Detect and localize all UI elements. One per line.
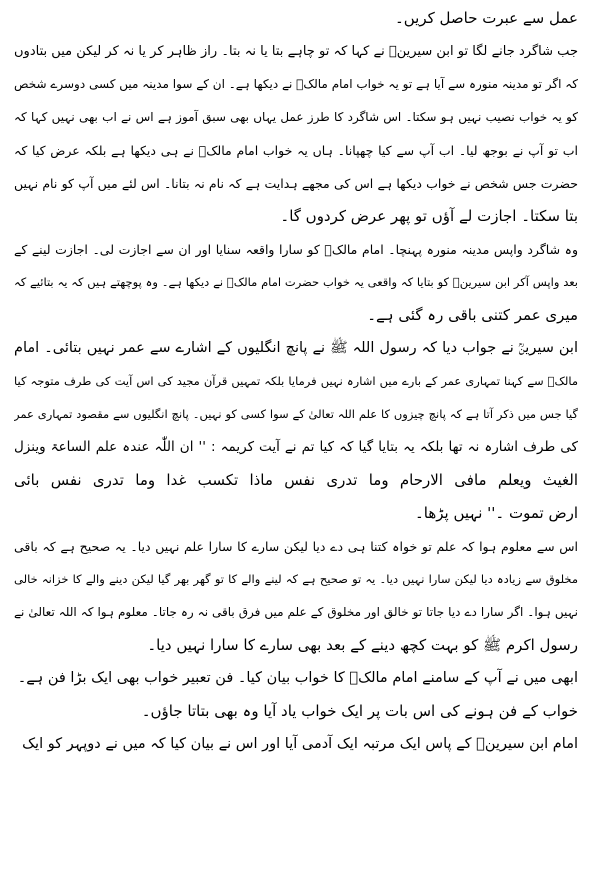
text-line: گیا جس میں ذکر آتا ہے کہ پانچ چیزوں کا علم اللہ تعالیٰ کے سوا کسی کو نہیں۔ پانچ انگلیوں سے مقصود تمہاری عمر <box>14 407 578 421</box>
paragraph-6 <box>14 662 578 695</box>
text-line: بعد واپس آکر ابن سیرینؒ کو بتایا کہ واقعی یہ خواب حضرت امام مالکؒ نے دیکھا ہے۔ وہ پوچھتے ہیں کہ یہ بتائیے کہ <box>14 275 578 289</box>
paragraph-7 <box>14 695 578 728</box>
text-line: حضرت جس شخص نے خواب دیکھا ہے اس کی مجھے ہدایت ہے کہ نام نہ بتانا۔ اس لئے میں آپ کو نام نہیں <box>14 176 578 191</box>
text-line: عمل سے عبرت حاصل کریں۔ <box>394 9 578 27</box>
paragraph-1 <box>14 2 578 35</box>
text-line: خواب کے فن ہونے کی اس بات پر ایک خواب یاد آیا وہ بھی بتاتا جاؤں۔ <box>141 702 578 720</box>
text-line: رسول اکرم ﷺ کو بہت کچھ دینے کے بعد بھی سارے کا سارا نہیں دیا۔ <box>147 636 578 654</box>
paragraph-4 <box>14 332 578 530</box>
text-line: ابھی میں نے آپ کے سامنے امام مالکؒ کا خواب بیان کیا۔ فن تعبیر خواب بھی ایک بڑا فن ہے۔ <box>17 670 578 686</box>
text-line: جب شاگرد جانے لگا تو ابن سیرینؒ نے کہا کہ تو چاہے بتا یا نہ بتا۔ راز ظاہر کر یا نہ کر لیکن میں بتادوں <box>14 44 578 59</box>
text-line: امام ابن سیرینؒ کے پاس ایک مرتبہ ایک آدمی آیا اور اس نے بیان کیا کہ میں نے دوپہر کو ایک <box>22 736 578 752</box>
text-line: اب تو آپ نے بوجھ لیا۔ اب آپ سے کیا چھپانا۔ ہاں یہ خواب امام مالکؒ نے ہی دیکھا ہے بلکہ عرض کیا کہ <box>14 143 578 158</box>
text-line: کو یہ خواب نصیب نہیں ہو سکتا۔ اس شاگرد کا طرز عمل یہاں بھی سبق آموز ہے اس نے اب بھی نہیں کہا کہ <box>14 110 578 124</box>
text-line: وہ شاگرد واپس مدینہ منورہ پہنچا۔ امام مالکؒ کو سارا واقعہ سنایا اور ان سے اجازت لی۔ اجازت لینے کے <box>14 242 578 257</box>
paragraph-8 <box>14 728 578 761</box>
paragraph-3 <box>14 233 578 332</box>
text-line: ابن سیرینؒ نے جواب دیا کہ رسول اللہ ﷺ نے پانچ انگلیوں کے اشارے سے عمر نہیں بتائی۔ امام <box>14 340 578 356</box>
text-line: کہ اگر تو مدینہ منورہ سے آیا ہے تو یہ خواب امام مالکؒ نے دیکھا ہے۔ ان کے سوا مدینہ میں کسی دوسرے شخص <box>14 77 578 91</box>
text-line: بتا سکتا۔ اجازت لے آؤں تو پھر عرض کردوں گا۔ <box>280 207 578 225</box>
text-line: اس سے معلوم ہوا کہ علم تو خواہ کتنا ہی دے دیا لیکن سارے کا سارا علم نہیں دیا۔ یہ صحیح ہے کہ باقی <box>14 539 578 554</box>
text-line: مالکؒ سے کہنا تمہاری عمر کے بارے میں اشارہ نہیں فرمایا بلکہ تمہیں قرآن مجید کی اس آیت کی طرف متوجہ کیا <box>14 374 578 388</box>
text-line: کی طرف اشارہ نہ تھا بلکہ یہ بتایا گیا کہ کیا تم نے آیت کریمہ : '' ان اللّٰہ عندہ علم الساعۃ وینزل <box>14 439 578 455</box>
text-line: ارض تموت ۔'' نہیں پڑھا۔ <box>414 504 578 522</box>
text-line: نہیں ہوا۔ اگر سارا دے دیا جاتا تو خالق اور مخلوق کے علم میں فرق باقی نہ رہ جاتا۔ معلوم ہوا کہ اللہ تعالیٰ نے <box>14 605 578 619</box>
text-line: میری عمر کتنی باقی رہ گئی ہے۔ <box>367 306 578 324</box>
paragraph-2 <box>14 35 578 233</box>
text-line: الغیث ویعلم مافی الارحام وما تدری نفس ماذا تکسب غدا وما تدری نفس بائی <box>14 471 578 489</box>
paragraph-5 <box>14 530 578 662</box>
text-line: مخلوق سے زیادہ دیا لیکن سارا نہیں دیا۔ یہ تو صحیح ہے کہ لینے والے کا تو گھر بھر گیا لیکن دینے والے کا خزانہ خالی <box>14 572 578 586</box>
